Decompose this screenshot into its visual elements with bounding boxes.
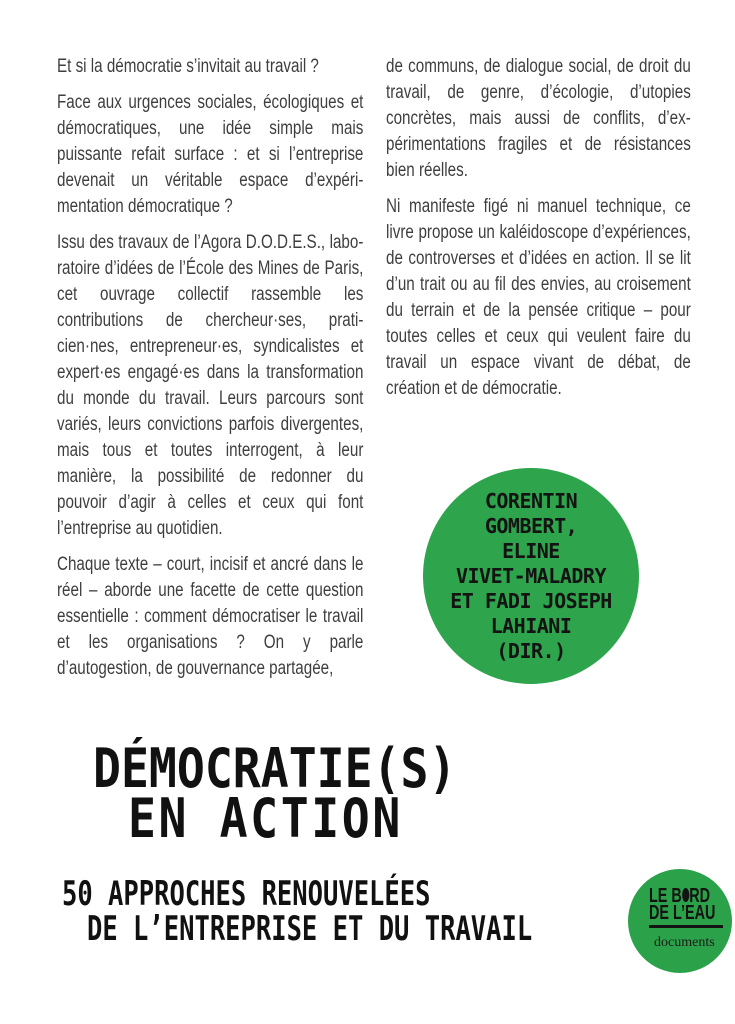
book-title xyxy=(93,737,516,850)
intro-paragraph: Issu des travaux de l’Agora D.O.D.E.S., laboratoire d’idées de l’École des Mines de Paris, cet ouvrage collectif rassemble les contributions de chercheur·ses, praticien·nes, entrepreneur·es, syndicalistes et expert·es engagé·es dans la transformation du monde du travail. Leurs parcours sont variés, leurs convictions parfois divergentes, mais tous et toutes interrogent, à leur manière, la possibilité de redonner du pouvoir d’agir à celles et ceux qui font l’entreprise au quotidien. xyxy=(57,232,364,539)
book-title-line-2: EN ACTION xyxy=(128,787,403,850)
authors-badge-line: ET FADI JOSEPH xyxy=(450,588,612,613)
publisher-filled-o-icon xyxy=(682,888,689,902)
intro-paragraph: de communs, de dialogue social, de droit du travail, de genre, d’écologie, d’utopies concrètes, mais aussi de conflits, d’expérimentations fragiles et de résistances bien réelles. xyxy=(386,56,691,181)
intro-column-right xyxy=(386,54,691,412)
authors-badge-line: GOMBERT, xyxy=(484,513,578,538)
publisher-name-line1-post: RD xyxy=(689,885,711,908)
intro-paragraph: Ni manifeste figé ni manuel technique, ce livre propose un kaléidoscope d’expériences, de controverses et d’idées en action. Il se lit d’un trait ou au fil des envies, au croisement du terrain et de la pensée critique – pour toutes celles et ceux qui veulent faire du travail un espace vivant de débat, de création et de démocratie. xyxy=(386,196,691,399)
authors-badge-line: VIVET-MALADRY xyxy=(455,563,607,588)
intro-paragraph: Face aux urgences sociales, écologiques et démocratiques, une idée simple mais puissante refait surface : et si l’entreprise devenait un véritable espace d’expérimentation démocratique ? xyxy=(57,92,364,217)
book-title-line-1: DÉMOCRATIE(S) xyxy=(93,737,457,800)
authors-badge-line: LAHIANI xyxy=(490,613,572,638)
intro-column-left xyxy=(57,54,363,692)
book-subtitle xyxy=(62,874,681,949)
authors-badge-line: (DIR.) xyxy=(496,638,566,663)
publisher-logo xyxy=(628,869,732,973)
authors-badge-line: CORENTIN xyxy=(484,488,578,513)
publisher-name-line2: DE L’EAU xyxy=(649,902,716,925)
publisher-collection: documents xyxy=(654,935,715,950)
book-subtitle-line-2: DE L’ENTREPRISE ET DU TRAVAIL xyxy=(87,909,533,949)
intro-paragraph: Chaque texte – court, incisif et ancré dans le réel – aborde une facette de cette question essentielle : comment démocratiser le travail et les organisations ? On y parle d’autogestion, de gouvernance partagée, xyxy=(57,554,364,679)
book-subtitle-line-1: 50 APPROCHES RENOUVELÉES xyxy=(62,874,431,914)
publisher-rule xyxy=(649,925,723,928)
authors-badge-line: ELINE xyxy=(502,538,560,563)
intro-paragraph: Et si la démocratie s’invitait au travail ? xyxy=(57,56,319,77)
authors-badge xyxy=(423,468,639,684)
publisher-name xyxy=(649,885,716,925)
publisher-name-line1-pre: LE B xyxy=(649,885,682,908)
